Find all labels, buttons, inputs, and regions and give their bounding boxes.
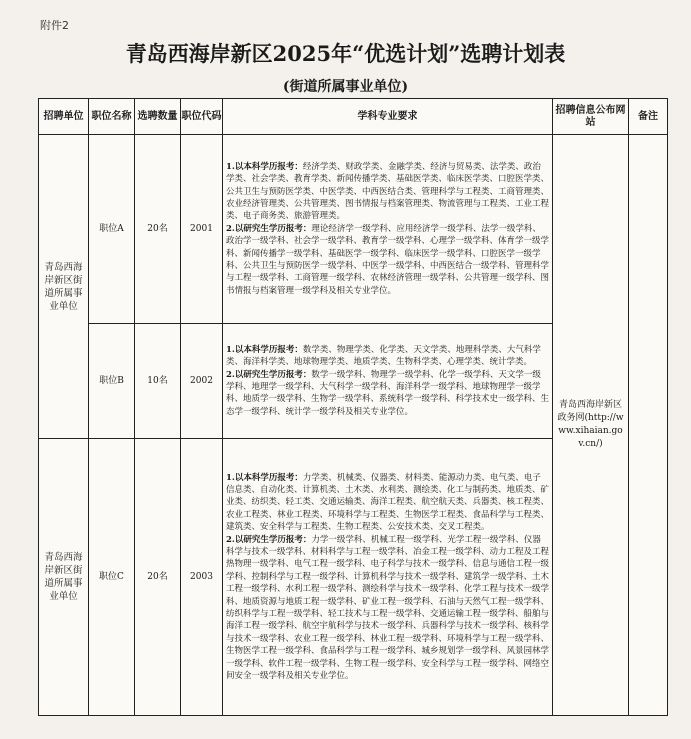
position-count-cell: 10名	[135, 324, 181, 439]
postgrad-label: 2.以研究生学历报考：	[226, 223, 312, 234]
position-count-cell: 20名	[135, 439, 181, 716]
header-count: 选聘数量	[135, 99, 181, 135]
position-code-cell: 2002	[181, 324, 223, 439]
postgrad-majors: 数学一级学科、物理学一级学科、化学一级学科、天文学一级学科、地理学一级学科、大气科学一级学科、海洋科学一级学科、地球物理学一级学科、地质学一级学科、生物学一级学科、系统科学一级学科、科学技术史一级学科、生态学一级学科、统计学一级学科及相关专业学位。	[226, 369, 550, 417]
postgrad-label: 2.以研究生学历报考：	[226, 369, 312, 380]
undergrad-majors: 力学类、机械类、仪器类、材料类、能源动力类、电气类、电子信息类、自动化类、计算机类、土木类、水利类、测绘类、化工与制药类、地质类、矿业类、纺织类、轻工类、交通运输类、海洋工程类、航空航天类、兵器类、核工程类、农业工程类、林业工程类、环境科学与工程类、生物医学工程类、食品科学与工程类、建筑类、安全科学与工程类、生物工程类、公安技术类、交叉工程类。	[226, 472, 550, 533]
recruitment-plan-table	[38, 98, 668, 716]
position-count-cell: 20名	[135, 135, 181, 324]
recruiting-unit-cell: 青岛西海岸新区街道所属事业单位	[39, 439, 89, 716]
undergrad-majors: 经济学类、财政学类、金融学类、经济与贸易类、法学类、政治学类、社会学类、教育学类、新闻传播学类、基础医学类、临床医学类、口腔医学类、公共卫生与预防医学类、中医学类、中西医结合类、管理科学与工程类、工商管理类、农业经济管理类、公共管理类、图书情报与档案管理类、物流管理与工程类、工业工程类、电子商务类、旅游管理类。	[226, 161, 550, 222]
header-code: 职位代码	[181, 99, 223, 135]
postgrad-label: 2.以研究生学历报考：	[226, 534, 312, 545]
requirement-cell	[223, 135, 553, 324]
recruiting-unit-cell: 青岛西海岸新区街道所属事业单位	[39, 135, 89, 439]
undergrad-majors: 数学类、物理学类、化学类、天文学类、地理科学类、大气科学类、海洋科学类、地球物理学类、地质学类、生物科学类、心理学类、统计学类。	[226, 344, 541, 368]
position-name-cell: 职位B	[89, 324, 135, 439]
table-header-row	[39, 99, 668, 135]
header-unit: 招聘单位	[39, 99, 89, 135]
postgrad-majors: 力学一级学科、机械工程一级学科、光学工程一级学科、仪器科学与技术一级学科、材料科学与工程一级学科、冶金工程一级学科、动力工程及工程热物理一级学科、电气工程一级学科、电子科学与技术一级学科、信息与通信工程一级学科、控制科学与工程一级学科、计算机科学与技术一级学科、建筑学一级学科、土木工程一级学科、水利工程一级学科、测绘科学与技术一级学科、化学工程与技术一级学科、地质资源与地质工程一级学科、矿业工程一级学科、石油与天然气工程一级学科、纺织科学与工程一级学科、轻工技术与工程一级学科、交通运输工程一级学科、船舶与海洋工程一级学科、航空宇航科学与技术一级学科、兵器科学与技术一级学科、核科学与技术一级学科、农业工程一级学科、林业工程一级学科、环境科学与工程一级学科、生物医学工程一级学科、食品科学与工程一级学科、城乡规划学一级学科、风景园林学一级学科、软件工程一级学科、生物工程一级学科、安全科学与工程一级学科、网络空间安全一级学科及相关专业学位。	[226, 534, 550, 682]
undergrad-label: 1.以本科学历报考：	[226, 344, 303, 355]
header-position: 职位名称	[89, 99, 135, 135]
position-code-cell: 2001	[181, 135, 223, 324]
table-row	[39, 135, 668, 324]
position-code-cell: 2003	[181, 439, 223, 716]
remark-cell	[629, 135, 668, 716]
page-subtitle: (街道所属事业单位)	[282, 79, 409, 95]
website-cell: 青岛西海岸新区政务网(http://www.xihaian.gov.cn/)	[553, 135, 629, 716]
header-remark: 备注	[629, 99, 668, 135]
requirement-cell	[223, 324, 553, 439]
page-title: 青岛西海岸新区2025年“优选计划”选聘计划表	[125, 41, 566, 66]
header-requirement: 学科专业要求	[223, 99, 553, 135]
undergrad-label: 1.以本科学历报考：	[226, 161, 303, 172]
undergrad-label: 1.以本科学历报考：	[226, 472, 303, 483]
position-name-cell: 职位A	[89, 135, 135, 324]
position-name-cell: 职位C	[89, 439, 135, 716]
header-website: 招聘信息公布网站	[553, 99, 629, 135]
attachment-label: 附件2	[40, 19, 69, 32]
requirement-cell	[223, 439, 553, 716]
postgrad-majors: 理论经济学一级学科、应用经济学一级学科、法学一级学科、政治学一级学科、社会学一级学科、教育学一级学科、心理学一级学科、体育学一级学科、新闻传播学一级学科、基础医学一级学科、临床医学一级学科、口腔医学一级学科、公共卫生与预防医学一级学科、中医学一级学科、中西医结合一级学科、管理科学与工程一级学科、工商管理一级学科、农林经济管理一级学科、公共管理一级学科、图书情报与档案管理一级学科及相关专业学位。	[226, 223, 550, 296]
